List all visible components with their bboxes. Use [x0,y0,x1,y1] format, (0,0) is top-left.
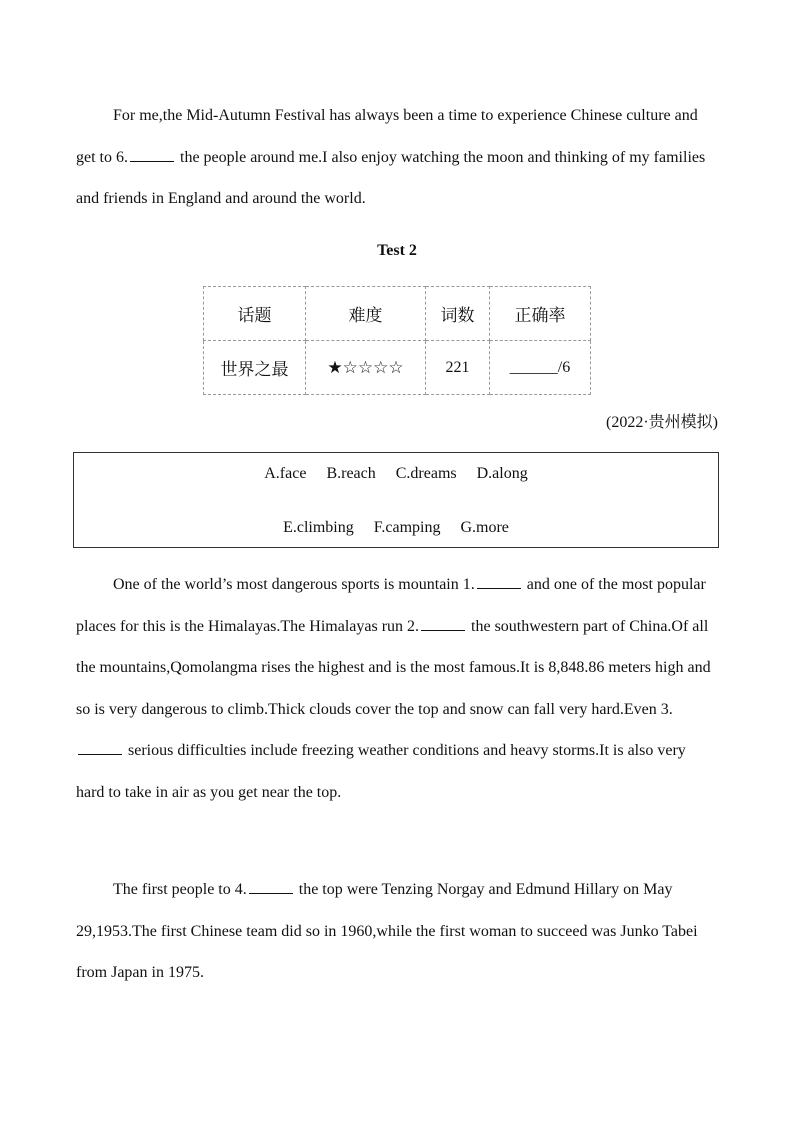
value-accuracy[interactable]: ______/6 [490,341,591,395]
option-f: F.camping [373,519,441,536]
blank-2[interactable] [421,630,465,631]
blank-1[interactable] [477,588,521,589]
blank-6[interactable] [130,161,174,162]
p2-text-b: the top were Tenzing Norgay and Edmund Hillary on May 29,1953.The first Chinese team did so in 1960,while the first woman to succeed was Junko Tabei from Japan in 1975. [76,881,698,981]
source-note: (2022·贵州模拟) [606,414,718,431]
intro-text-part-1: For me,the Mid-Autumn Festival has always been a time to experience Chinese culture and get to 6. [76,107,698,166]
blank-4[interactable] [249,893,293,894]
option-e: E.climbing [283,519,354,536]
table-value-row [204,341,591,395]
header-accuracy: 正确率 [490,287,591,341]
option-a: A.face [264,465,307,482]
p2-text-a: The first people to 4. [113,881,247,898]
word-bank-row-1 [74,465,718,483]
test-info-table [203,286,591,395]
option-c: C.dreams [395,465,457,482]
test-title: Test 2 [377,242,417,259]
table-header-row [204,287,591,341]
value-topic: 世界之最 [204,341,306,395]
p1-text-d: serious difficulties include freezing weather conditions and heavy storms.It is also very hard to take in air as you get near the top. [76,742,686,801]
word-bank-box [73,452,719,548]
p1-text-a: One of the world’s most dangerous sports is mountain 1. [113,576,475,593]
passage-paragraph-1 [76,564,716,813]
p1-text-c: the southwestern part of China.Of all the mountains,Qomolangma rises the highest and is the most famous.It is 8,848.86 meters high and so is very dangerous to climb.Thick clouds cover the top and snow can fall very hard.Even 3. [76,617,711,718]
option-b: B.reach [326,465,376,482]
value-difficulty-stars: ★☆☆☆☆ [306,341,426,395]
intro-paragraph [76,95,716,220]
passage-paragraph-2 [76,869,716,994]
option-d: D.along [476,465,528,482]
option-g: G.more [460,519,509,536]
word-bank-row-2 [74,519,718,537]
blank-3[interactable] [78,754,122,755]
p1-text-b: and one of the most popular places for this is the Himalayas.The Himalayas run 2. [76,576,706,635]
value-word-count: 221 [426,341,490,395]
header-topic: 话题 [204,287,306,341]
header-difficulty: 难度 [306,287,426,341]
header-word-count: 词数 [426,287,490,341]
intro-text-part-2: the people around me.I also enjoy watching the moon and thinking of my families and friends in England and around the world. [76,148,706,207]
